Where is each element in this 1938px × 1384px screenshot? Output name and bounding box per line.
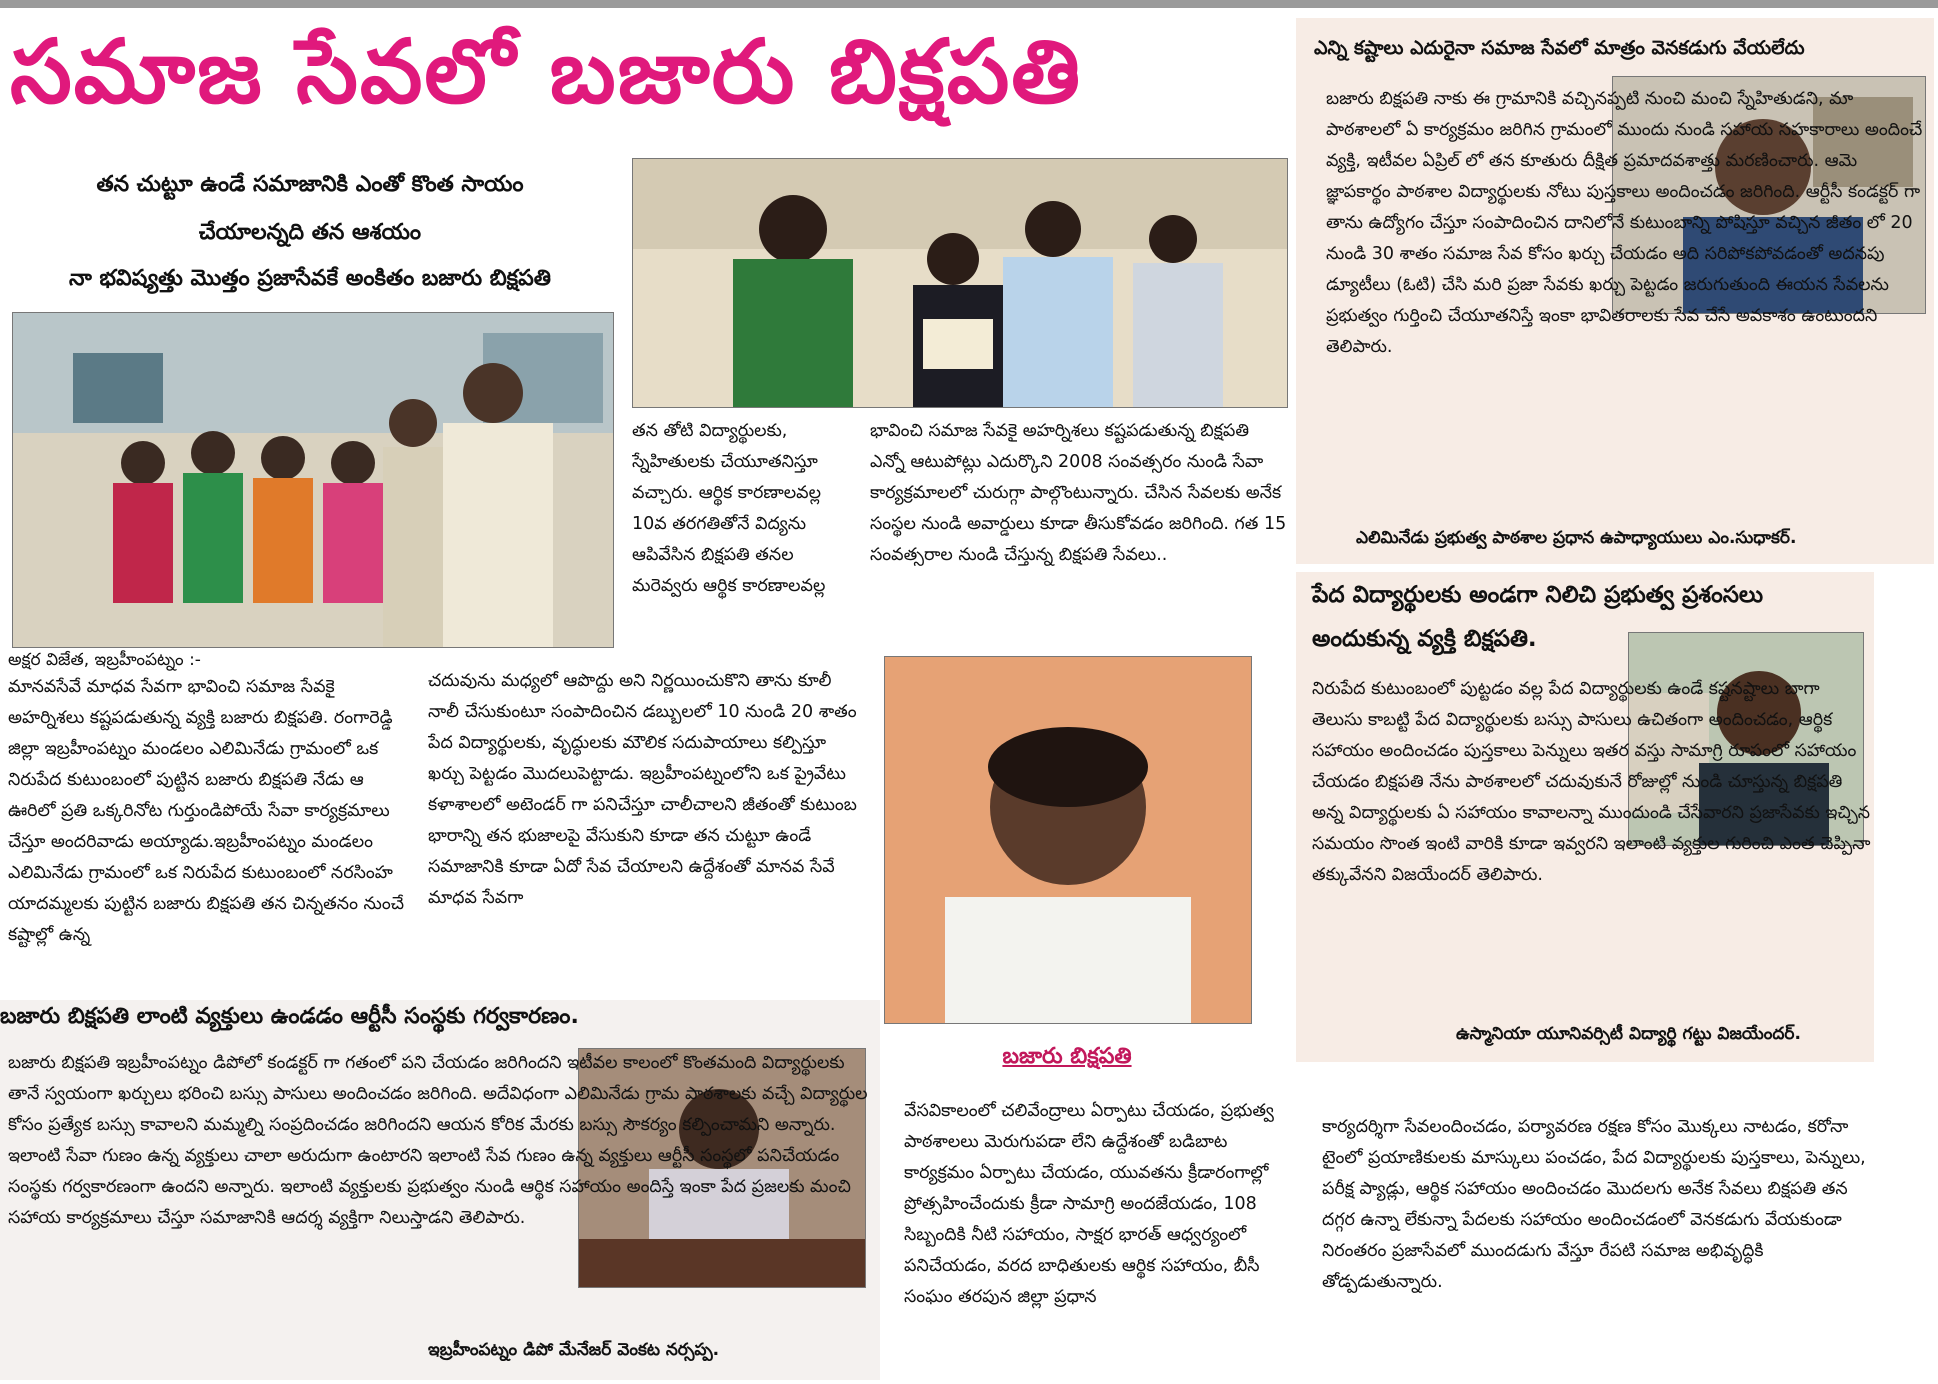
portrait-caption: బజారు బిక్షపతి [1002, 1044, 1132, 1069]
box3-signature: ఇబ్రహీంపట్నం డిపో మేనేజర్ వెంకట నర్సప్ప. [428, 1340, 720, 1360]
article-column-5: కార్యదర్శిగా సేవలందించడం, పర్యావరణ రక్షణ కోసం మొక్కలు నాటడం, కరోనా టైంలో ప్రయాణికులకు మాస్కులు పంచడం, పేద విద్యార్థులకు పుస్తకాలు, పెన్నులు, పరీక్ష ప్యాడ్లు, ఆర్థిక సహాయం అందించడం మొదలగు అనేక సేవలు బిక్షపతి తన దగ్గర ఉన్నా లేకున్నా పేదలకు సహాయం అందించడంలో వెనకడుగు వేయకుండా నిరంతరం ప్రజాసేవలో ముందడుగు వేస్తూ రేపటి సమాజ అభివృద్ధికి తోడ్పడుతున్నారు. [1322, 1117, 1866, 1292]
subhead-2: చేయాలన్నది తన ఆశయం [198, 220, 422, 245]
box1-signature: ఎలిమినేడు ప్రభుత్వ పాఠశాల ప్రధాన ఉపాధ్యాయులు ఎం.సుధాకర్. [1356, 528, 1797, 548]
article-column-3: భావించి సమాజ సేవకై అహర్నిశలు కష్టపడుతున్న బిక్షపతి ఎన్నో ఆటుపోట్లు ఎదుర్కొని 2008 సంవత్సరం నుండి సేవా కార్యక్రమాలలో చురుగ్గా పాల్గొంటున్నారు. చేసిన సేవలకు అనేక సంస్థల నుండి అవార్డులు కూడా తీసుకోవడం జరిగింది. గత 15 సంవత్సరాల నుండి చేస్తున్న బిక్షపతి సేవలు.. [870, 421, 1287, 565]
photo-students-award [12, 312, 614, 648]
subhead-3: నా భవిష్యత్తు మొత్తం ప్రజాసేవకే అంకితం బజారు బిక్షపతి [68, 266, 552, 291]
box2-signature: ఉస్మానియా యూనివర్సిటీ విద్యార్థి గట్టు విజయేందర్. [1456, 1024, 1801, 1044]
quote-box-depot-manager [0, 1000, 880, 1380]
article-column-2b: చదువును మధ్యలో ఆపొద్దు అని నిర్ణయించుకొని తాను కూలీ నాలీ చేసుకుంటూ సంపాదించిన డబ్బులలో 10 నుండి 20 శాతం పేద విద్యార్థులకు, వృద్ధులకు మౌలిక సదుపాయాలు కల్పిస్తూ ఖర్చు పెట్టడం మొదలుపెట్టాడు. ఇబ్రహీంపట్నంలోని ఒక ప్రైవేటు కళాశాలలో అటెండర్ గా పనిచేస్తూ చాలీచాలని జీతంతో కుటుంబ భారాన్ని తన భుజాలపై వేసుకుని కూడా తన చుట్టూ ఉండే సమాజానికి కూడా ఏదో సేవ చేయాలని ఉద్దేశంతో మానవ సేవే మాధవ సేవగా [428, 671, 857, 908]
byline: అక్షర విజేత, ఇబ్రహీంపట్నం :- [8, 650, 201, 670]
box2-heading-line1: పేద విద్యార్థులకు అండగా నిలిచి ప్రభుత్వ ప్రశంసలు [1312, 582, 1764, 608]
box1-text: బజారు బిక్షపతి నాకు ఈ గ్రామానికి వచ్చినప్పటి నుంచి మంచి స్నేహితుడని, మా పాఠశాలలో ఏ కార్యక్రమం జరిగిన గ్రామంలో ముందు నుండి సహాయ సహకారాలు అందించే వ్యక్తి, ఇటీవల ఏప్రిల్ లో తన కూతురు దీక్షిత ప్రమాదవశాత్తు మరణించారు. ఆమె జ్ఞాపకార్థం పాఠశాల విద్యార్థులకు నోటు పుస్తకాలు అందించడం జరిగింది. ఆర్టీసీ కండక్టర్ గా తాను ఉద్యోగం చేస్తూ సంపాదించిన దానిలోనే కుటుంబాన్ని పోషిస్తూ వచ్చిన జీతం లో 20 నుండి 30 శాతం సమాజ సేవ కోసం ఖర్చు చేయడం అది సరిపోకపోవడంతో అదనపు డ్యూటీలు (ఓటి) చేసి మరి ప్రజా సేవకు ఖర్చు పెట్టడం జరుగుతుంది ఈయన సేవలను ప్రభుత్వం గుర్తించి చేయూతనిస్తే ఇంకా భావితరాలకు సేవ చేసే అవకాశం ఉంటుందని తెలిపారు. [1326, 89, 1923, 357]
quote-box-student [1296, 572, 1874, 1062]
top-rule [0, 0, 1938, 8]
box3-text: బజారు బిక్షపతి ఇబ్రహీంపట్నం డిపోలో కండక్టర్ గా గతంలో పని చేయడం జరిగిందని ఇటీవల కాలంలో కొంతమంది విద్యార్థులకు తానే స్వయంగా ఖర్చులు భరించి బస్సు పాసులు అందించడం జరిగింది. అదేవిధంగా ఎలిమినేడు గ్రామ పాఠశాలకు వచ్చే విద్యార్థుల కోసం ప్రత్యేక బస్సు కావాలని మమ్మల్ని సంప్రదించడం జరిగిందని ఆయన కోరిక మేరకు బస్సు సౌకర్యం కల్పించామని అన్నారు. ఇలాంటి సేవా గుణం ఉన్న వ్యక్తులు చాలా అరుదుగా ఉంటారని ఇలాంటి సేవ గుణం ఉన్న వ్యక్తులు ఆర్టీసీ సంస్థలో పనిచేయడం సంస్థకు గర్వకారణంగా ఉందని అన్నారు. ఇలాంటి వ్యక్తులకు ప్రభుత్వం నుండి ఆర్థిక సహాయం అందిస్తే ఇంకా పేద ప్రజలకు మంచి సహాయ కార్యక్రమాలు చేస్తూ సమాజానికి ఆదర్శ వ్యక్తిగా నిలుస్తాడని తెలిపారు. [8, 1053, 868, 1228]
box2-heading-line2: అందుకున్న వ్యక్తి బిక్షపతి. [1312, 626, 1537, 652]
article-column-2: తన తోటి విద్యార్థులకు, స్నేహితులకు చేయూతనిస్తూ వచ్చారు. ఆర్థిక కారణాలవల్ల 10వ తరగతితోనే విద్యను ఆపివేసిన బిక్షపతి తనల మరెవ్వరు ఆర్థిక కారణాలవల్ల [632, 421, 826, 596]
box3-heading: బజారు బిక్షపతి లాంటి వ్యక్తులు ఉండడం ఆర్టీసీ సంస్థకు గర్వకారణం. [0, 1004, 579, 1029]
article-column-4: వేసవికాలంలో చలివేంద్రాలు ఏర్పాటు చేయడం, ప్రభుత్వ పాఠశాలలు మెరుగుపడా లేని ఉద్దేశంతో బడిబాట కార్యక్రమం ఏర్పాటు చేయడం, యువతను క్రీడారంగాల్లో ప్రోత్సహించేందుకు క్రీడా సామాగ్రి అందజేయడం, 108 సిబ్బందికి నీటి సహాయం, సాక్షర భారత్ ఆధ్వర్యంలో పనిచేయడం, వరద బాధితులకు ఆర్థిక సహాయం, బీసీ సంఘం తరపున జిల్లా ప్రధాన [904, 1101, 1274, 1307]
subhead-1: తన చుట్టూ ఉండే సమాజానికి ఎంతో కొంత సాయం [96, 172, 524, 197]
article-column-1: మానవసేవే మాధవ సేవగా భావించి సమాజ సేవకై అహర్నిశలు కష్టపడుతున్న వ్యక్తి బజారు బిక్షపతి. రంగారెడ్డి జిల్లా ఇబ్రహీంపట్నం మండలం ఎలిమినేడు గ్రామంలో ఒక నిరుపేద కుటుంబంలో పుట్టిన బజారు బిక్షపతి నేడు ఆ ఊరిలో ప్రతి ఒక్కరినోట గుర్తుండిపోయే సేవా కార్యక్రమాలు చేస్తూ అందరివాడు అయ్యాడు.ఇబ్రహీంపట్నం మండలం ఎలిమినేడు గ్రామంలో ఒక నిరుపేద కుటుంబంలో నరసింహ యాదమ్మలకు పుట్టిన బజారు బిక్షపతి తన చిన్నతనం నుంచే కష్టాల్లో ఉన్న [8, 677, 405, 945]
portrait-bikshapathi [884, 656, 1252, 1024]
quote-box-headmaster [1296, 18, 1934, 564]
box1-heading: ఎన్ని కష్టాలు ఎదురైనా సమాజ సేవలో మాత్రం వెనకడుగు వేయలేదు [1314, 37, 1805, 59]
box2-text: నిరుపేద కుటుంబంలో పుట్టడం వల్ల పేద విద్యార్థులకు ఉండే కష్టనష్టాలు బాగా తెలుసు కాబట్టి పేద విద్యార్థులకు బస్సు పాసులు ఉచితంగా అందించడం, ఆర్థిక సహాయం అందించడం పుస్తకాలు పెన్నులు ఇతర వస్తు సామాగ్రి రూపంలో సహాయం చేయడం బిక్షపతి నేను పాఠశాలలో చదువుకునే రోజుల్లో నుండి చూస్తున్న బిక్షపతి అన్న విద్యార్థులకు ఏ సహాయం కావాలన్నా ముందుండి చేసేవారని ప్రజాసేవకు ఇచ్చిన సమయం సొంత ఇంటి వారికి కూడా ఇవ్వరని ఇలాంటి వ్యక్తుల గురించి ఎంత చెప్పినా తక్కువేనని విజయేందర్ తెలిపారు. [1312, 679, 1871, 885]
headline: సమాజ సేవలో బజారు బిక్షపతి [10, 20, 1083, 123]
photo-award-ceremony [632, 158, 1288, 408]
